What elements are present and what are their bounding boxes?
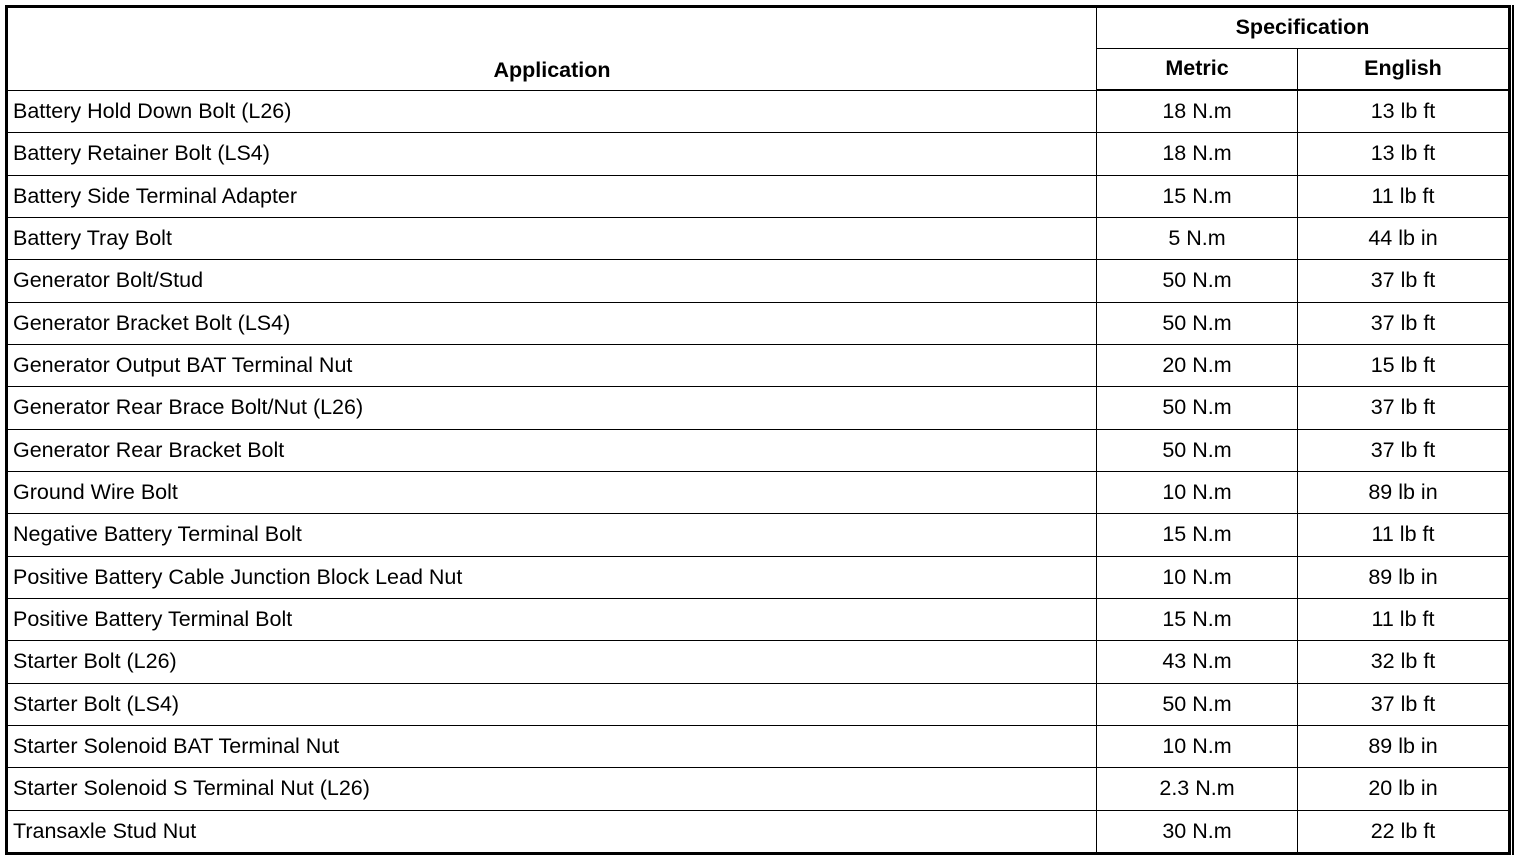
table-row <box>7 175 1510 217</box>
table-row <box>7 260 1510 302</box>
right-edge-line <box>1512 5 1514 855</box>
metric-cell: 18 N.m <box>1097 90 1298 133</box>
table-row <box>7 810 1510 853</box>
torque-spec-table <box>5 5 1511 855</box>
english-cell: 37 lb ft <box>1298 429 1510 471</box>
application-cell: Positive Battery Cable Junction Block Lead Nut <box>7 556 1097 598</box>
table-row <box>7 556 1510 598</box>
english-cell: 37 lb ft <box>1298 302 1510 344</box>
application-cell: Negative Battery Terminal Bolt <box>7 514 1097 556</box>
metric-cell: 10 N.m <box>1097 471 1298 513</box>
table-row <box>7 768 1510 810</box>
application-cell: Battery Retainer Bolt (LS4) <box>7 133 1097 175</box>
application-cell: Starter Solenoid BAT Terminal Nut <box>7 725 1097 767</box>
table-row <box>7 514 1510 556</box>
header-application: Application <box>7 7 1097 91</box>
table-row <box>7 725 1510 767</box>
application-cell: Starter Solenoid S Terminal Nut (L26) <box>7 768 1097 810</box>
table-row <box>7 302 1510 344</box>
english-cell: 20 lb in <box>1298 768 1510 810</box>
application-cell: Starter Bolt (LS4) <box>7 683 1097 725</box>
table-row <box>7 90 1510 133</box>
metric-cell: 15 N.m <box>1097 514 1298 556</box>
header-english: English <box>1298 49 1510 91</box>
application-cell: Battery Tray Bolt <box>7 218 1097 260</box>
application-cell: Generator Rear Bracket Bolt <box>7 429 1097 471</box>
table-row <box>7 471 1510 513</box>
application-cell: Generator Rear Brace Bolt/Nut (L26) <box>7 387 1097 429</box>
application-cell: Positive Battery Terminal Bolt <box>7 598 1097 640</box>
header-metric: Metric <box>1097 49 1298 91</box>
header-specification: Specification <box>1097 7 1510 49</box>
metric-cell: 15 N.m <box>1097 598 1298 640</box>
application-cell: Battery Hold Down Bolt (L26) <box>7 90 1097 133</box>
metric-cell: 15 N.m <box>1097 175 1298 217</box>
application-cell: Generator Bolt/Stud <box>7 260 1097 302</box>
metric-cell: 43 N.m <box>1097 641 1298 683</box>
english-cell: 11 lb ft <box>1298 598 1510 640</box>
table-row <box>7 133 1510 175</box>
application-cell: Battery Side Terminal Adapter <box>7 175 1097 217</box>
metric-cell: 50 N.m <box>1097 429 1298 471</box>
table-row <box>7 641 1510 683</box>
metric-cell: 10 N.m <box>1097 556 1298 598</box>
english-cell: 89 lb in <box>1298 471 1510 513</box>
application-cell: Ground Wire Bolt <box>7 471 1097 513</box>
metric-cell: 30 N.m <box>1097 810 1298 853</box>
english-cell: 37 lb ft <box>1298 387 1510 429</box>
english-cell: 22 lb ft <box>1298 810 1510 853</box>
english-cell: 37 lb ft <box>1298 260 1510 302</box>
table-row <box>7 387 1510 429</box>
table-row <box>7 218 1510 260</box>
table-row <box>7 683 1510 725</box>
english-cell: 37 lb ft <box>1298 683 1510 725</box>
metric-cell: 20 N.m <box>1097 344 1298 386</box>
metric-cell: 50 N.m <box>1097 302 1298 344</box>
application-cell: Starter Bolt (L26) <box>7 641 1097 683</box>
table-row <box>7 598 1510 640</box>
metric-cell: 5 N.m <box>1097 218 1298 260</box>
english-cell: 89 lb in <box>1298 725 1510 767</box>
english-cell: 11 lb ft <box>1298 175 1510 217</box>
english-cell: 32 lb ft <box>1298 641 1510 683</box>
english-cell: 44 lb in <box>1298 218 1510 260</box>
metric-cell: 10 N.m <box>1097 725 1298 767</box>
english-cell: 15 lb ft <box>1298 344 1510 386</box>
application-cell: Generator Bracket Bolt (LS4) <box>7 302 1097 344</box>
application-cell: Transaxle Stud Nut <box>7 810 1097 853</box>
table-row <box>7 429 1510 471</box>
metric-cell: 50 N.m <box>1097 683 1298 725</box>
application-cell: Generator Output BAT Terminal Nut <box>7 344 1097 386</box>
english-cell: 11 lb ft <box>1298 514 1510 556</box>
english-cell: 13 lb ft <box>1298 133 1510 175</box>
english-cell: 89 lb in <box>1298 556 1510 598</box>
metric-cell: 18 N.m <box>1097 133 1298 175</box>
metric-cell: 50 N.m <box>1097 387 1298 429</box>
table-row <box>7 344 1510 386</box>
english-cell: 13 lb ft <box>1298 90 1510 133</box>
metric-cell: 2.3 N.m <box>1097 768 1298 810</box>
metric-cell: 50 N.m <box>1097 260 1298 302</box>
